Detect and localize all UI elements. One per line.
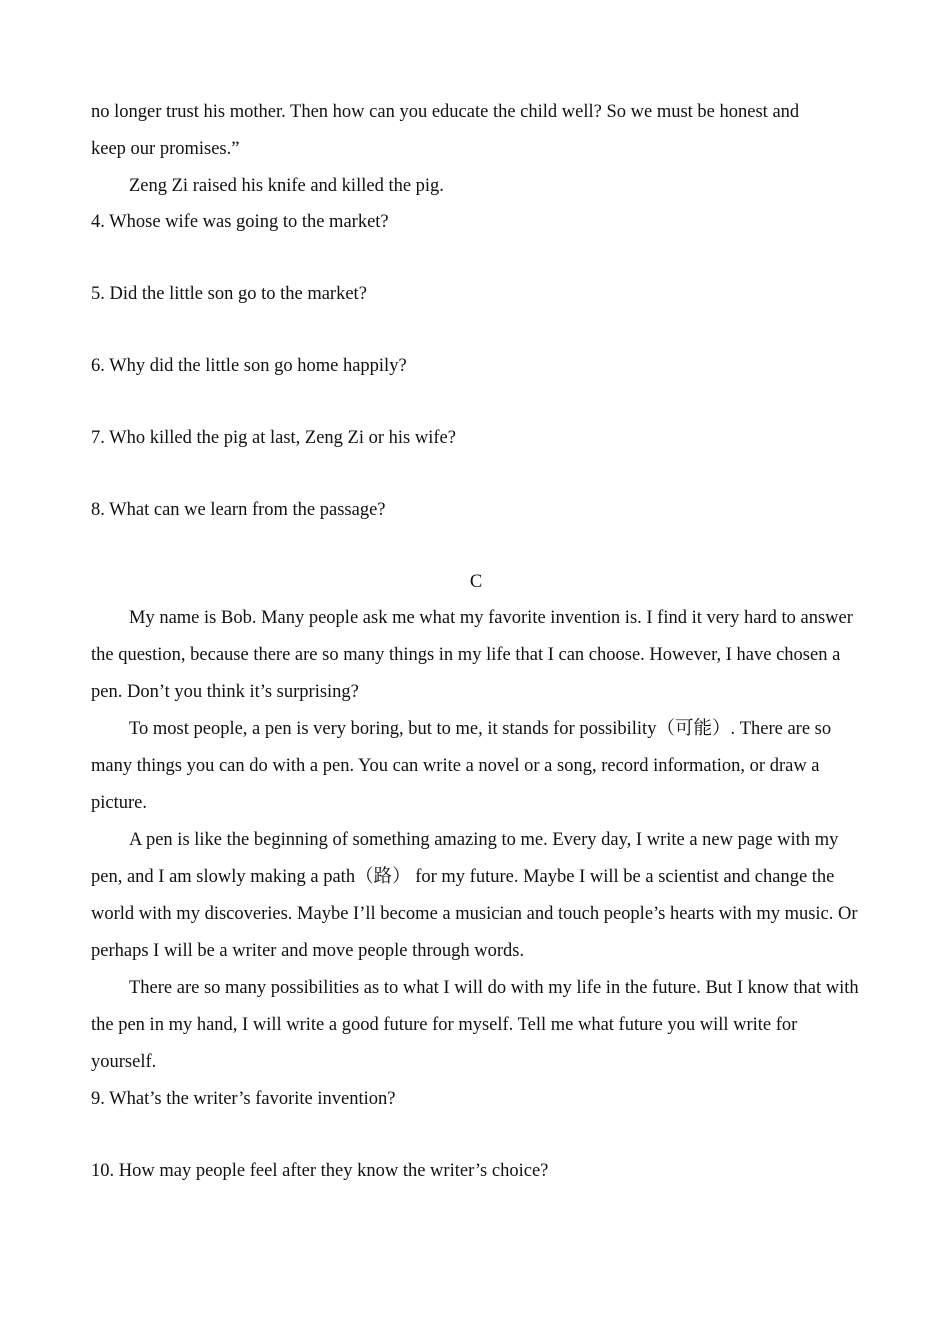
section-c-paragraph-2: To most people, a pen is very boring, but to me, it stands for possibility（可能）. There are so many things you can do with a pen. You can write a novel or a song, record information, or draw a picture. (91, 719, 832, 813)
question-8: 8. What can we learn from the passage? (91, 500, 386, 520)
question-7: 7. Who killed the pig at last, Zeng Zi or his wife? (91, 428, 456, 448)
passage-b-line-2: keep our promises.” (91, 139, 240, 159)
section-c-paragraph-4: There are so many possibilities as to what I will do with my life in the future. But I know that with the pen in my hand, I will write a good future for myself. Tell me what future you will write for yourself. (91, 978, 859, 1072)
question-4: 4. Whose wife was going to the market? (91, 212, 389, 232)
question-6: 6. Why did the little son go home happily? (91, 356, 407, 376)
section-c-paragraph-3: A pen is like the beginning of something amazing to me. Every day, I write a new page with my pen, and I am slowly making a path（路） for my future. Maybe I will be a scientist and change the world with my discoveries. Maybe I’ll become a musician and touch people’s hearts with my music. Or perhaps I will be a writer and move people through words. (91, 830, 858, 961)
section-c-paragraph-1: My name is Bob. Many people ask me what my favorite invention is. I find it very hard to answer the question, because there are so many things in my life that I can choose. However, I have chosen a pen. Don’t you think it’s surprising? (91, 608, 853, 702)
question-10: 10. How may people feel after they know the writer’s choice? (91, 1161, 549, 1181)
question-9: 9. What’s the writer’s favorite invention? (91, 1089, 396, 1109)
section-c-heading: C (469, 572, 483, 592)
passage-b-line-1: no longer trust his mother. Then how can you educate the child well? So we must be honest and (91, 102, 800, 122)
question-5: 5. Did the little son go to the market? (91, 284, 367, 304)
document-page (91, 94, 861, 1225)
passage-b-paragraph: Zeng Zi raised his knife and killed the pig. (129, 176, 444, 196)
